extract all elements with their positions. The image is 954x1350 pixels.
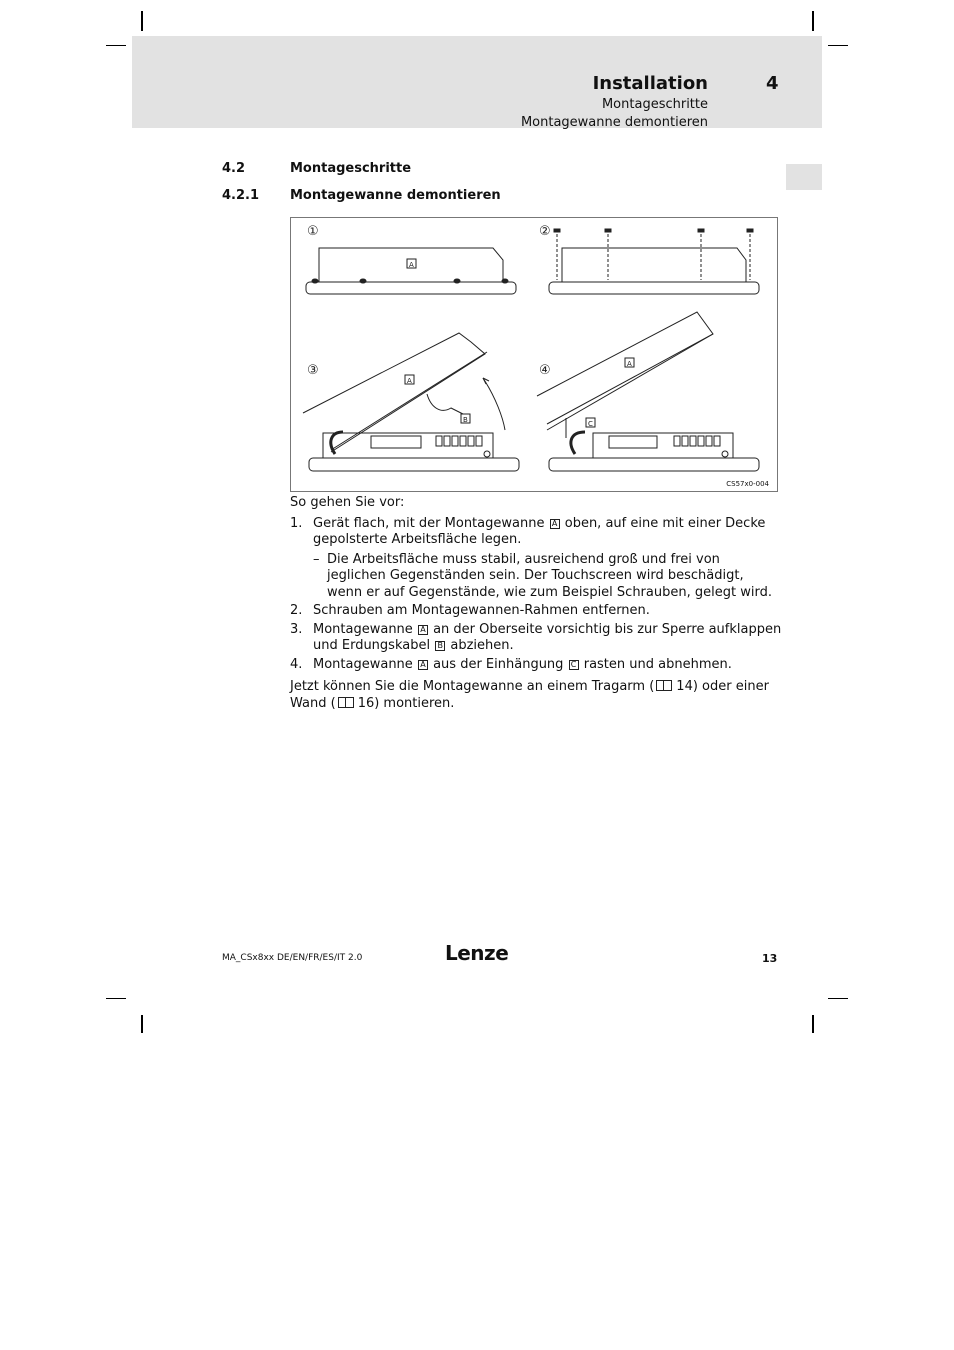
crop-mark [106,998,126,999]
figure-label-a: A [627,360,632,368]
page-number: 13 [762,952,778,965]
intro-text: So gehen Sie vor: [290,495,405,510]
step-2 [290,603,782,620]
step-text: Gerät flach, mit der Montagewanne [313,515,545,531]
crop-mark [828,45,848,46]
step-text: Montagewanne [313,621,413,637]
subsection-number: 4.2.1 [222,188,260,203]
header-breadcrumb-2: Montagewanne demontieren [520,115,708,130]
label-box-a: A [418,660,428,670]
assembly-diagram [291,218,777,491]
step-number: 3. [290,621,303,637]
label-box-a: A [418,625,428,635]
step-text: Montagewanne [313,656,413,672]
instructions [290,495,782,716]
note-text: Die Arbeitsfläche muss stabil, ausreichend groß und frei von jeglichen Gegenständen sein. Der Touchscreen wird beschädigt, wenn er auf Gegenstände, wie zum Beispiel Schrauben, gelegt wird. [327,551,772,600]
step-1-note [290,552,782,602]
step-4 [290,657,782,674]
note-dash: – [313,551,320,567]
crop-mark [812,11,814,31]
figure-step-label: ④ [539,363,551,378]
outro-part: Jetzt können Sie die Montagewanne an einem Tragarm ( [290,679,655,694]
page-reference-link[interactable]: 16) montieren. [357,695,455,711]
step-text: rasten und abnehmen. [583,656,732,672]
crop-mark [828,998,848,999]
section-title: Montageschritte [290,161,412,176]
section-number: 4.2 [222,161,246,176]
chapter-tab [786,164,822,190]
book-icon [656,680,672,691]
document-id: MA_CSx8xx DE/EN/FR/ES/IT 2.0 [222,953,363,963]
figure-code: CS57x0-004 [726,480,769,488]
crop-mark [141,1015,143,1033]
crop-mark [141,11,143,31]
step-number: 4. [290,656,303,672]
step-number: 2. [290,603,303,618]
header-breadcrumb-1: Montageschritte [601,97,708,112]
step-text: an der Oberseite vorsichtig bis zur Sperre aufklappen und Erdungskabel [313,621,782,653]
book-icon [338,697,354,708]
step-1 [290,516,782,549]
step-3 [290,622,782,655]
step-text: aus der Einhängung [433,656,564,672]
crop-mark [106,45,126,46]
assembly-figure [290,217,778,492]
figure-label-b: B [463,416,468,424]
outro-text [290,679,782,712]
figure-label-a: A [409,261,414,269]
label-box-b: B [435,641,445,651]
header-band [132,36,822,128]
page-reference-link[interactable]: 14) oder einer Wand ( [290,679,769,711]
label-box-a: A [550,519,560,529]
step-text: Schrauben am Montagewannen-Rahmen entfernen. [313,603,650,618]
lenze-logo: Lenze [445,941,509,965]
figure-label-a: A [407,377,412,385]
figure-step-label: ① [307,224,319,239]
crop-mark [812,1015,814,1033]
figure-step-label: ③ [307,363,319,378]
figure-step-label: ② [539,224,551,239]
chapter-number: 4 [766,73,779,94]
figure-label-c: C [588,420,593,428]
chapter-title: Installation [592,73,708,94]
subsection-title: Montagewanne demontieren [290,188,501,203]
step-number: 1. [290,515,303,531]
step-text: oben, auf eine mit einer Decke gepolsterte Arbeitsfläche legen. [313,515,766,547]
step-text: abziehen. [450,638,514,653]
label-box-c: C [569,660,579,670]
